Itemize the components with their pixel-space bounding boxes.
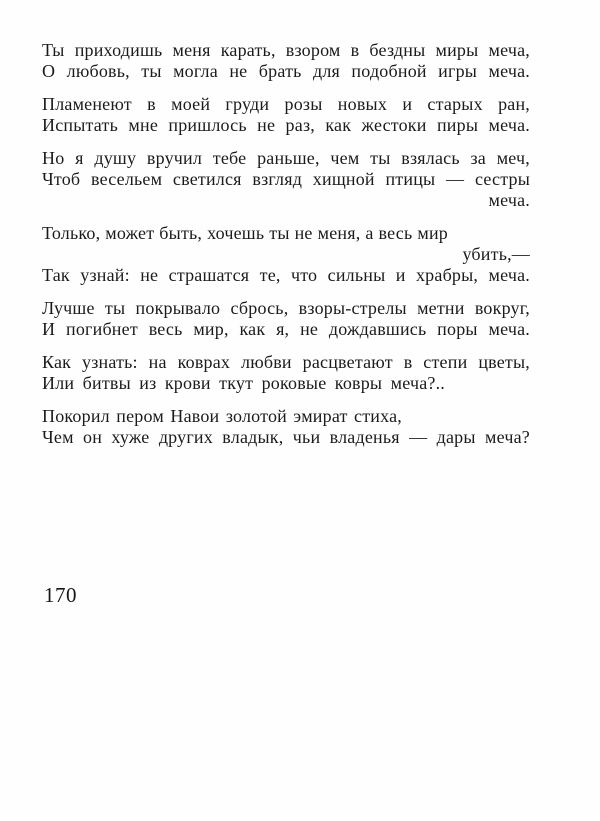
stanza-3 xyxy=(42,148,530,211)
verse-line: Так узнай: не страшатся те, что сильны и храбры, меча. xyxy=(42,265,530,285)
verse-line: Чтоб весельем светился взгляд хищной птицы — сестры xyxy=(42,169,530,189)
verse-line: Лучше ты покрывало сбрось, взоры-стрелы метни вокруг, xyxy=(42,298,530,318)
verse-line: Ты приходишь меня карать, взором в бездны миры меча, xyxy=(42,40,530,60)
verse-line: Покорил пером Навои золотой эмират стиха, xyxy=(42,406,402,426)
stanza-7 xyxy=(42,406,530,448)
verse-line: Но я душу вручил тебе раньше, чем ты взялась за меч, xyxy=(42,148,530,168)
verse-line: Только, может быть, хочешь ты не меня, а весь мир xyxy=(42,223,448,243)
verse-line: Испытать мне пришлось не раз, как жестоки пиры меча. xyxy=(42,115,530,135)
verse-line: И погибнет весь мир, как я, не дождавшись поры меча. xyxy=(42,319,530,339)
page-number: 170 xyxy=(44,583,77,607)
stanza-2 xyxy=(42,94,530,136)
verse-line: Чем он хуже других владык, чьи владенья — дары меча? xyxy=(42,427,530,447)
verse-line: О любовь, ты могла не брать для подобной игры меча. xyxy=(42,61,530,81)
stanza-6 xyxy=(42,352,530,394)
verse-line-runover: убить,— xyxy=(462,244,530,264)
poem-text xyxy=(42,40,530,460)
verse-line-runover: меча. xyxy=(488,190,530,210)
verse-line: Как узнать: на коврах любви расцветают в степи цветы, xyxy=(42,352,530,372)
verse-line: Или битвы из крови ткут роковые ковры меча?.. xyxy=(42,373,445,393)
stanza-1 xyxy=(42,40,530,82)
stanza-5 xyxy=(42,298,530,340)
verse-line: Пламенеют в моей груди розы новых и старых ран, xyxy=(42,94,530,114)
stanza-4 xyxy=(42,223,530,286)
